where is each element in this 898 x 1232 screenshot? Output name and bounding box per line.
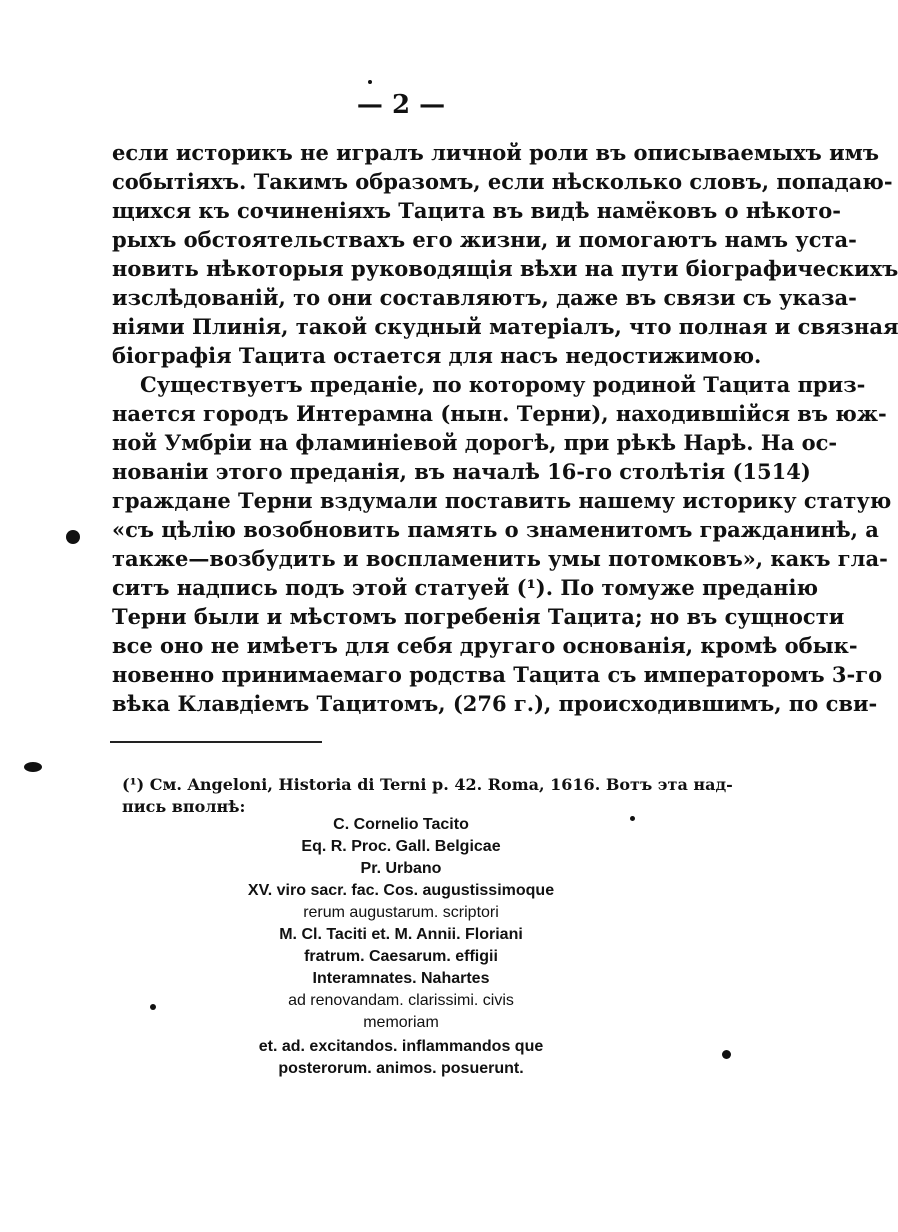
body-line: нованіи этого преданія, въ началѣ 16-го столѣтія (1514) xyxy=(112,459,811,484)
body-line: нается городъ Интерамна (нын. Терни), находившійся въ юж- xyxy=(112,401,887,426)
body-line: біографія Тацита остается для насъ недостижимою. xyxy=(112,343,762,368)
inscription-line: M. Cl. Taciti et. M. Annii. Floriani xyxy=(279,926,523,943)
body-line: рыхъ обстоятельствахъ его жизни, и помогаютъ намъ уста- xyxy=(112,227,857,252)
inscription-line: fratrum. Caesarum. effigii xyxy=(304,948,498,965)
body-line: событіяхъ. Такимъ образомъ, если нѣсколько словъ, попадаю- xyxy=(112,169,893,194)
inscription-line: rerum augustarum. scriptori xyxy=(303,904,499,921)
body-line: граждане Терни вздумали поставить нашему историку статую xyxy=(112,488,892,513)
inscription-line: ad renovandam. clarissimi. civis xyxy=(288,992,514,1009)
body-line: Существуетъ преданіе, по которому родиной Тацита приз- xyxy=(140,372,866,397)
body-line: также—возбудить и воспламенить умы потомковъ», какъ гла- xyxy=(112,546,888,571)
ink-blot xyxy=(722,1050,731,1059)
ink-speck xyxy=(368,80,372,84)
body-line: щихся къ сочиненіяхъ Тацита въ видѣ намёковъ о нѣкото- xyxy=(112,198,841,223)
body-line: ніями Плинія, такой скудный матеріалъ, что полная и связная xyxy=(112,314,898,339)
inscription-line: memoriam xyxy=(363,1014,439,1031)
body-line: если историкъ не игралъ личной роли въ описываемыхъ имъ xyxy=(112,140,879,165)
body-line: все оно не имѣетъ для себя другаго основанія, кромѣ обык- xyxy=(112,633,858,658)
inscription-line: Interamnates. Nahartes xyxy=(312,970,490,987)
footnote-line: (¹) См. Angeloni, Historia di Terni p. 42. Roma, 1616. Вотъ эта над- xyxy=(122,775,733,794)
body-line: новенно принимаемаго родства Тацита съ императоромъ 3-го xyxy=(112,662,883,687)
inscription-line: C. Cornelio Tacito xyxy=(333,816,469,833)
ink-blot xyxy=(24,762,42,772)
footnote-divider xyxy=(110,741,322,743)
ink-blot xyxy=(66,530,80,544)
page-number: — 2 — xyxy=(356,90,446,120)
inscription-line: et. ad. excitandos. inflammandos que xyxy=(258,1038,544,1055)
inscription-line: posterorum. animos. posuerunt. xyxy=(278,1060,524,1077)
body-line: «съ цѣлію возобновить память о знаменитомъ гражданинѣ, а xyxy=(112,517,879,542)
body-line: изслѣдованій, то они составляютъ, даже въ связи съ указа- xyxy=(112,285,857,310)
body-line: новить нѣкоторыя руководящія вѣхи на пути біографическихъ xyxy=(112,256,898,281)
footnote-line: пись вполнѣ: xyxy=(122,797,246,816)
body-line: ной Умбріи на фламиніевой дорогѣ, при рѣкѣ Нарѣ. На ос- xyxy=(112,430,838,455)
body-line: Терни были и мѣстомъ погребенія Тацита; но въ сущности xyxy=(112,604,845,629)
inscription-line: XV. viro sacr. fac. Cos. augustissimoque xyxy=(247,882,555,899)
ink-speck xyxy=(630,816,635,821)
inscription-line: Pr. Urbano xyxy=(360,860,442,877)
body-line: вѣка Клавдіемъ Тацитомъ, (276 г.), происходившимъ, по сви- xyxy=(112,691,878,716)
inscription-line: Eq. R. Proc. Gall. Belgicae xyxy=(301,838,501,855)
ink-speck xyxy=(150,1004,156,1010)
body-line: ситъ надпись подъ этой статуей (¹). По томуже преданію xyxy=(112,575,818,600)
